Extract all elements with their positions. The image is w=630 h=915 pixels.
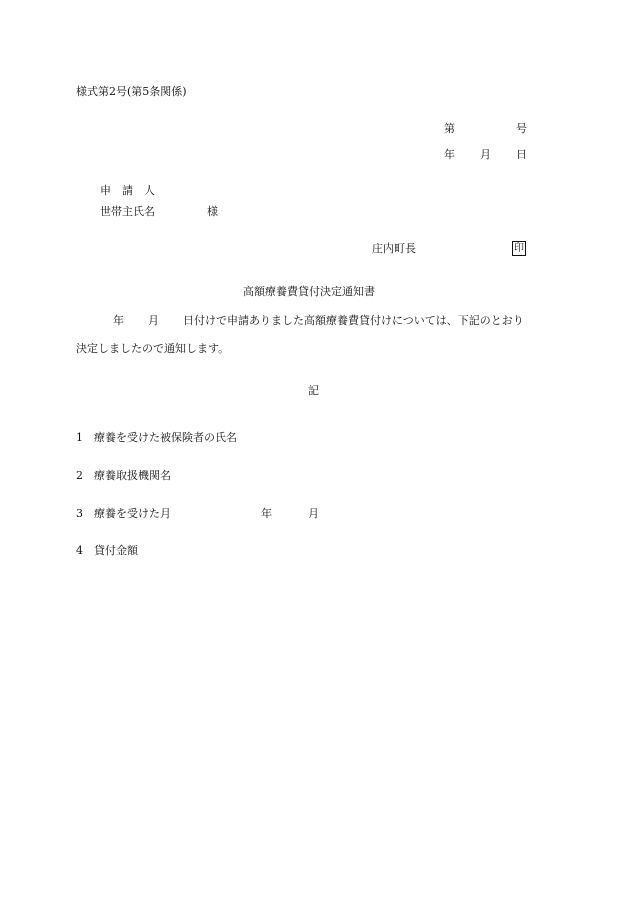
item-3-month: 月 <box>308 507 319 520</box>
seal-mark <box>512 241 526 256</box>
seal-box: 印 <box>514 243 524 254</box>
form-number: 様式第2号(第5条関係) <box>76 85 187 98</box>
honorific-sama: 様 <box>207 205 218 218</box>
body-year: 年 <box>113 314 124 327</box>
item-2-number: 2 <box>76 469 83 482</box>
item-4-label: 貸付金額 <box>94 544 138 557</box>
body-line2: 決定しましたので通知します。 <box>76 342 230 355</box>
date-year: 年 <box>444 148 455 161</box>
item-3-label: 療養を受けた月 <box>94 507 171 520</box>
issuer-name: 庄内町長 <box>372 242 416 255</box>
item-1-number: 1 <box>76 431 83 444</box>
item-1-label: 療養を受けた被保険者の氏名 <box>94 431 237 444</box>
body-line1: 日付けで申請ありました高額療養費貸付けについては、下記のとおり <box>183 314 524 327</box>
date-day: 日 <box>516 148 527 161</box>
ki-heading: 記 <box>308 384 319 397</box>
document-number-gou: 号 <box>516 122 527 135</box>
item-3-year: 年 <box>261 507 272 520</box>
item-2-label: 療養取扱機関名 <box>94 469 171 482</box>
item-3-number: 3 <box>76 507 83 520</box>
document-number-dai: 第 <box>444 122 455 135</box>
body-month: 月 <box>148 314 159 327</box>
date-month: 月 <box>480 148 491 161</box>
household-head-label: 世帯主氏名 <box>100 205 155 218</box>
document-title: 高額療養費貸付決定通知書 <box>243 285 375 298</box>
item-4-number: 4 <box>76 544 83 557</box>
applicant-label: 申 請 人 <box>100 184 155 197</box>
